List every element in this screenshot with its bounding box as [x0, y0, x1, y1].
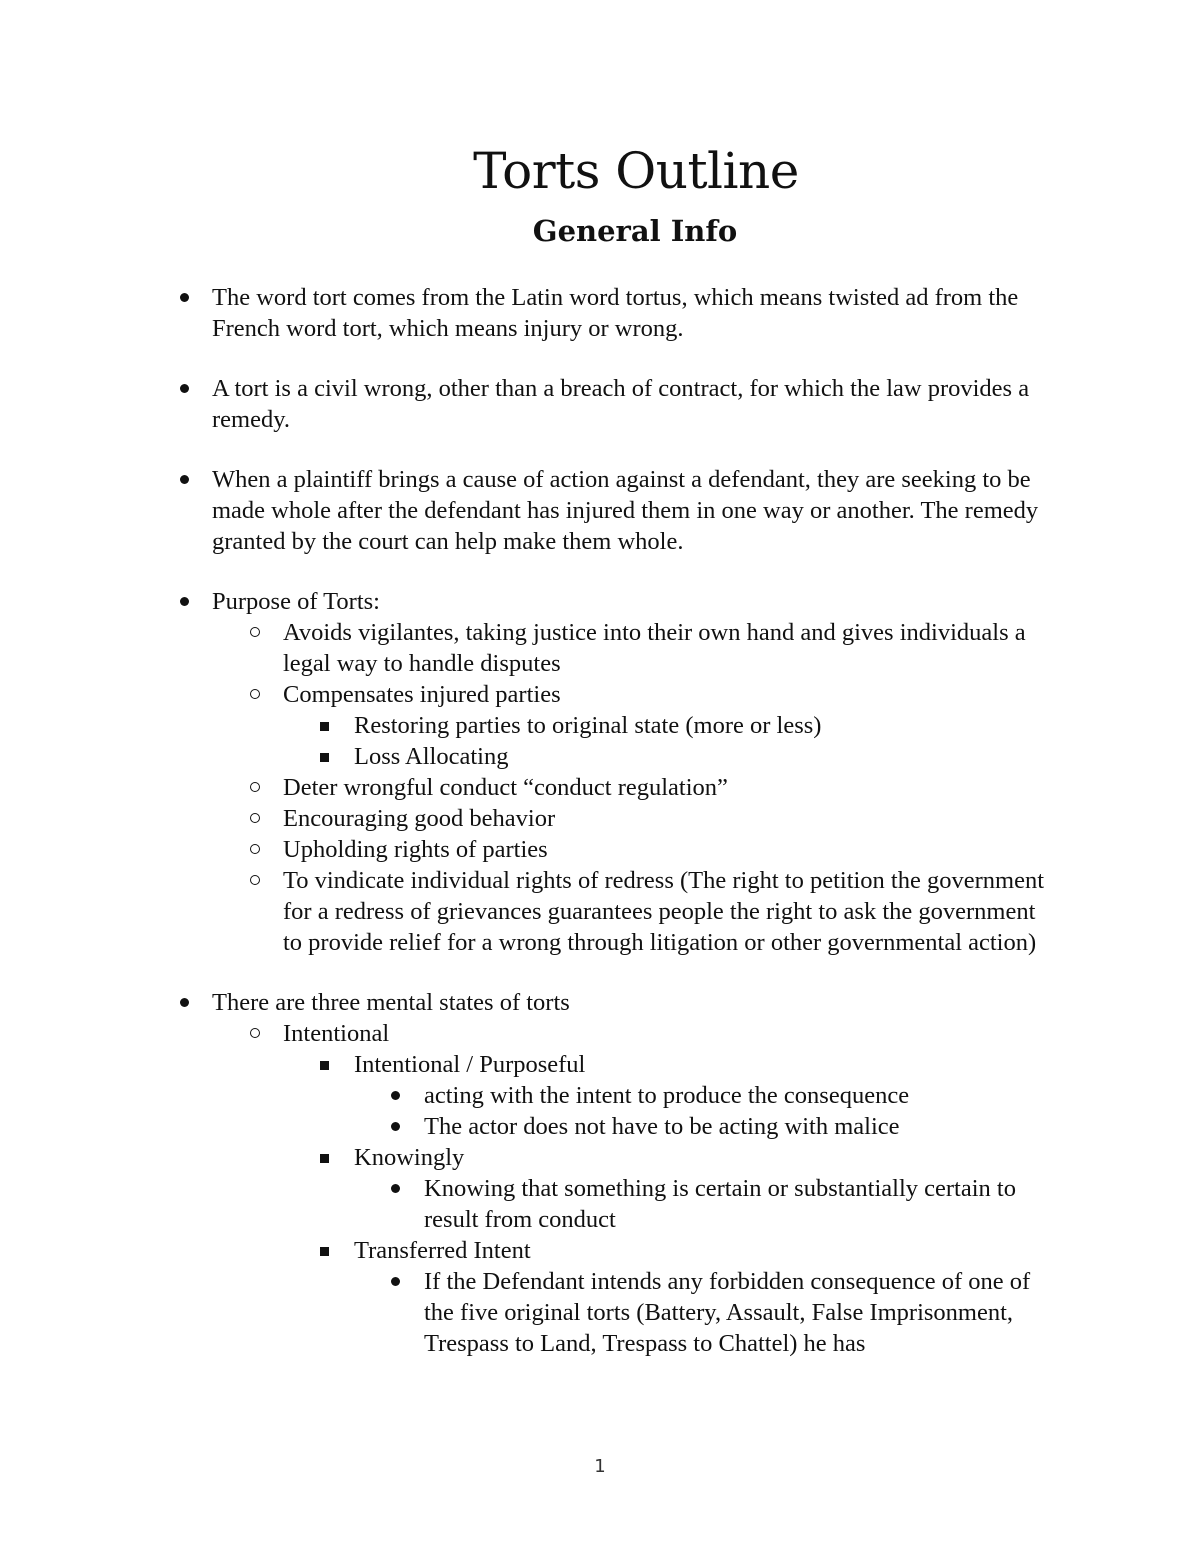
document-title: Torts Outline	[473, 142, 799, 200]
sublist-item-text: Intentional	[283, 1020, 390, 1047]
square-bullet-icon	[320, 1061, 329, 1070]
sublist-item	[0, 865, 1053, 958]
bullet-icon	[391, 1122, 400, 1131]
bullet-icon	[180, 597, 189, 606]
sublist-item-text: Encouraging good behavior	[283, 805, 556, 832]
bullet-icon	[180, 998, 189, 1007]
sublist-item-text: Upholding rights of parties	[283, 836, 548, 863]
sub-sublist-item-text: Loss Allocating	[354, 743, 509, 770]
sub-sublist-item	[0, 1235, 1054, 1359]
circle-bullet-icon	[250, 627, 260, 637]
sublist-item-text: Avoids vigilantes, taking justice into their own hand and gives individuals a legal way to handle disputes	[283, 619, 1026, 677]
sub-sublist-item	[0, 710, 1054, 741]
sub-sublist-item-text: Restoring parties to original state (more or less)	[354, 712, 822, 739]
sublist-item	[0, 834, 1053, 865]
sublist-item	[0, 1018, 1053, 1359]
sublist-item	[0, 679, 1053, 772]
outline-list	[0, 282, 1200, 1388]
list-item-text: Purpose of Torts:	[212, 588, 380, 615]
list-item-mental-states	[0, 987, 1064, 1359]
level4-item-text: The actor does not have to be acting with malice	[424, 1113, 900, 1140]
level4-item	[0, 1173, 1056, 1235]
list-item-purpose	[0, 586, 1064, 958]
circle-bullet-icon	[250, 1028, 260, 1038]
bullet-icon	[180, 384, 189, 393]
sublist-item-text: Compensates injured parties	[283, 681, 561, 708]
bullet-icon	[391, 1091, 400, 1100]
sub-sublist-item	[0, 1049, 1054, 1142]
bullet-icon	[391, 1184, 400, 1193]
list-item-text: The word tort comes from the Latin word tortus, which means twisted ad from the French word tort, which means injury or wrong.	[212, 284, 1019, 342]
page-number: 1	[594, 1456, 606, 1477]
bullet-icon	[391, 1277, 400, 1286]
sublist-item	[0, 772, 1053, 803]
sublist-item-text: Deter wrongful conduct “conduct regulation”	[283, 774, 728, 801]
list-item	[0, 282, 1064, 344]
list-item-text: There are three mental states of torts	[212, 989, 570, 1016]
sub-sublist-item-text: Transferred Intent	[354, 1237, 531, 1264]
section-heading: General Info	[532, 214, 738, 248]
sub-sublist-item	[0, 741, 1054, 772]
square-bullet-icon	[320, 1247, 329, 1256]
level4-item	[0, 1111, 1056, 1142]
circle-bullet-icon	[250, 689, 260, 699]
circle-bullet-icon	[250, 782, 260, 792]
square-bullet-icon	[320, 753, 329, 762]
sublist-item	[0, 803, 1053, 834]
level4-item-text: Knowing that something is certain or substantially certain to result from conduct	[424, 1175, 1016, 1233]
list-item	[0, 373, 1064, 435]
sublist-item-text: To vindicate individual rights of redress (The right to petition the government for a redress of grievances guarantees people the right to ask the government to provide relief for a wrong through litigation or other governmental action)	[283, 867, 1045, 956]
sub-sublist-item	[0, 1142, 1054, 1235]
circle-bullet-icon	[250, 875, 260, 885]
level4-item	[0, 1266, 1056, 1359]
bullet-icon	[180, 475, 189, 484]
circle-bullet-icon	[250, 813, 260, 823]
bullet-icon	[180, 293, 189, 302]
level4-item	[0, 1080, 1056, 1111]
sub-sublist-item-text: Intentional / Purposeful	[354, 1051, 586, 1078]
sublist-item	[0, 617, 1053, 679]
circle-bullet-icon	[250, 844, 260, 854]
list-item	[0, 464, 1064, 557]
list-item-text: When a plaintiff brings a cause of action against a defendant, they are seeking to be made whole after the defendant has injured them in one way or another. The remedy granted by the court can help make them whole.	[212, 466, 1039, 555]
level4-item-text: If the Defendant intends any forbidden consequence of one of the five original torts (Battery, Assault, False Imprisonment, Trespass to Land, Trespass to Chattel) he has	[424, 1268, 1031, 1357]
sub-sublist-item-text: Knowingly	[354, 1144, 465, 1171]
list-item-text: A tort is a civil wrong, other than a breach of contract, for which the law provides a remedy.	[212, 375, 1030, 433]
level4-item-text: acting with the intent to produce the consequence	[424, 1082, 910, 1109]
square-bullet-icon	[320, 1154, 329, 1163]
square-bullet-icon	[320, 722, 329, 731]
